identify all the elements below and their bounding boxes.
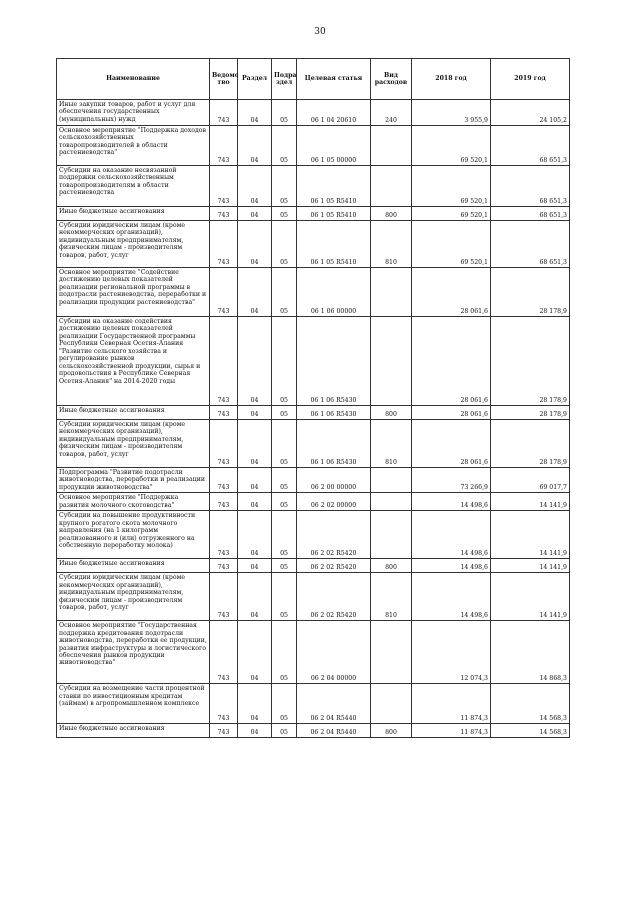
cell-target: 06 2 04 R5440	[297, 724, 371, 738]
budget-table	[56, 58, 570, 738]
cell-dept: 743	[210, 573, 238, 621]
cell-name: Субсидии на повышение продуктивности крупного рогатого скота молочного направления (на 1 килограмм реализованного и (или) отгруженного на собственную переработку молока)	[57, 511, 210, 559]
cell-value-2018: 28 061,6	[412, 406, 491, 420]
cell-value-2019: 14 141,9	[491, 559, 570, 573]
table-row	[57, 573, 570, 621]
cell-subsection: 05	[272, 493, 297, 511]
cell-expense-type: 810	[371, 221, 412, 268]
table-row	[57, 406, 570, 420]
cell-name: Основное мероприятие "Содействие достижению целевых показателей реализации региональной программы в подотрасли растениеводства, переработки и реализации продукции растениеводства"	[57, 268, 210, 317]
cell-subsection: 05	[272, 166, 297, 207]
cell-subsection: 05	[272, 221, 297, 268]
cell-subsection: 05	[272, 511, 297, 559]
table-header-row	[57, 59, 570, 100]
cell-expense-type: 240	[371, 100, 412, 126]
cell-target: 06 2 00 00000	[297, 468, 371, 493]
table-row	[57, 166, 570, 207]
cell-dept: 743	[210, 268, 238, 317]
cell-value-2019: 68 651,3	[491, 126, 570, 166]
cell-dept: 743	[210, 468, 238, 493]
cell-dept: 743	[210, 100, 238, 126]
cell-section: 04	[238, 724, 272, 738]
header-2019: 2019 год	[491, 59, 570, 100]
table-row	[57, 468, 570, 493]
cell-value-2018: 12 074,3	[412, 621, 491, 684]
cell-value-2018: 73 266,9	[412, 468, 491, 493]
cell-name: Иные бюджетные ассигнования	[57, 559, 210, 573]
table-row	[57, 511, 570, 559]
table-row	[57, 207, 570, 221]
cell-value-2018: 69 520,1	[412, 207, 491, 221]
cell-dept: 743	[210, 317, 238, 406]
cell-expense-type	[371, 684, 412, 724]
cell-value-2018: 28 061,6	[412, 420, 491, 468]
cell-subsection: 05	[272, 126, 297, 166]
cell-value-2018: 3 955,9	[412, 100, 491, 126]
cell-value-2018: 14 498,6	[412, 511, 491, 559]
table-row	[57, 724, 570, 738]
cell-subsection: 05	[272, 621, 297, 684]
table-row	[57, 559, 570, 573]
cell-value-2018: 14 498,6	[412, 573, 491, 621]
page-number: 30	[314, 27, 326, 37]
cell-dept: 743	[210, 420, 238, 468]
cell-value-2019: 28 178,9	[491, 420, 570, 468]
cell-subsection: 05	[272, 268, 297, 317]
cell-value-2019: 68 651,3	[491, 166, 570, 207]
cell-name: Иные бюджетные ассигнования	[57, 406, 210, 420]
cell-target: 06 2 02 R5420	[297, 559, 371, 573]
cell-target: 06 1 05 R5410	[297, 207, 371, 221]
cell-subsection: 05	[272, 406, 297, 420]
cell-expense-type	[371, 621, 412, 684]
cell-expense-type: 800	[371, 724, 412, 738]
cell-dept: 743	[210, 207, 238, 221]
cell-value-2018: 69 520,1	[412, 126, 491, 166]
header-dept: Ведомс тво	[210, 59, 238, 100]
table-row	[57, 684, 570, 724]
cell-expense-type	[371, 317, 412, 406]
cell-name: Основное мероприятие "Государственная поддержка кредитования подотрасли животноводства, переработки ее продукции, развития инфраструктуры и логистического обеспечения рынков продукции животноводства"	[57, 621, 210, 684]
cell-dept: 743	[210, 166, 238, 207]
cell-dept: 743	[210, 724, 238, 738]
cell-target: 06 1 06 R5430	[297, 317, 371, 406]
cell-name: Субсидии на возмещение части процентной ставки по инвестиционным кредитам (займам) в агропромышленном комплексе	[57, 684, 210, 724]
table-body	[57, 100, 570, 738]
cell-section: 04	[238, 559, 272, 573]
table-row	[57, 221, 570, 268]
cell-expense-type: 800	[371, 207, 412, 221]
cell-value-2019: 14 568,3	[491, 724, 570, 738]
cell-section: 04	[238, 420, 272, 468]
cell-subsection: 05	[272, 207, 297, 221]
cell-expense-type: 800	[371, 559, 412, 573]
cell-subsection: 05	[272, 559, 297, 573]
cell-dept: 743	[210, 126, 238, 166]
cell-name: Субсидии на оказание содействия достижению целевых показателей реализации Государственной программы Республики Северная Осетия-Алания "Развитие сельского хозяйства и регулирование рынков сельскохозяйственной продукции, сырья и продовольствия в Республике Северная Осетия-Алания" на 2014-2020 годы	[57, 317, 210, 406]
cell-expense-type	[371, 493, 412, 511]
cell-value-2018: 69 520,1	[412, 221, 491, 268]
cell-expense-type: 810	[371, 420, 412, 468]
cell-dept: 743	[210, 684, 238, 724]
cell-value-2019: 69 017,7	[491, 468, 570, 493]
header-2018: 2018 год	[412, 59, 491, 100]
cell-name: Субсидии юридическим лицам (кроме некоммерческих организаций), индивидуальным предпринимателям, физическим лицам - производителям товаров, работ, услуг	[57, 221, 210, 268]
cell-section: 04	[238, 126, 272, 166]
cell-target: 06 1 06 R5430	[297, 420, 371, 468]
cell-value-2019: 28 178,9	[491, 406, 570, 420]
cell-section: 04	[238, 268, 272, 317]
cell-name: Иные бюджетные ассигнования	[57, 724, 210, 738]
cell-dept: 743	[210, 511, 238, 559]
cell-name: Субсидии юридическим лицам (кроме некоммерческих организаций), индивидуальным предпринимателям, физическим лицам - производителям товаров, работ, услуг	[57, 573, 210, 621]
cell-name: Субсидии юридическим лицам (кроме некоммерческих организаций), индивидуальным предпринимателям, физическим лицам - производителям товаров, работ, услуг	[57, 420, 210, 468]
cell-target: 06 2 02 00000	[297, 493, 371, 511]
cell-section: 04	[238, 573, 272, 621]
cell-name: Иные бюджетные ассигнования	[57, 207, 210, 221]
cell-section: 04	[238, 511, 272, 559]
cell-expense-type	[371, 268, 412, 317]
cell-target: 06 1 06 00000	[297, 268, 371, 317]
header-target: Целевая статья	[297, 59, 371, 100]
cell-section: 04	[238, 207, 272, 221]
cell-section: 04	[238, 317, 272, 406]
cell-value-2019: 28 178,9	[491, 317, 570, 406]
cell-name: Основное мероприятие "Поддержка доходов сельскохозяйственных товаропроизводителей в области растениеводства"	[57, 126, 210, 166]
header-name: Наименование	[57, 59, 210, 100]
cell-dept: 743	[210, 559, 238, 573]
cell-value-2019: 68 651,3	[491, 221, 570, 268]
cell-expense-type	[371, 166, 412, 207]
cell-value-2019: 14 568,3	[491, 684, 570, 724]
cell-subsection: 05	[272, 684, 297, 724]
cell-expense-type	[371, 511, 412, 559]
cell-target: 06 2 02 R5420	[297, 511, 371, 559]
table-row	[57, 420, 570, 468]
cell-subsection: 05	[272, 100, 297, 126]
cell-section: 04	[238, 166, 272, 207]
cell-section: 04	[238, 221, 272, 268]
cell-section: 04	[238, 468, 272, 493]
cell-subsection: 05	[272, 317, 297, 406]
cell-expense-type: 800	[371, 406, 412, 420]
cell-target: 06 1 06 R5430	[297, 406, 371, 420]
cell-subsection: 05	[272, 573, 297, 621]
table-row	[57, 493, 570, 511]
cell-subsection: 05	[272, 420, 297, 468]
header-expense-type: Вид расходов	[371, 59, 412, 100]
cell-target: 06 2 04 R5440	[297, 684, 371, 724]
cell-section: 04	[238, 100, 272, 126]
cell-value-2019: 14 141,9	[491, 493, 570, 511]
table-row	[57, 100, 570, 126]
cell-target: 06 1 05 R5410	[297, 166, 371, 207]
cell-value-2019: 14 141,9	[491, 511, 570, 559]
cell-value-2018: 11 874,3	[412, 724, 491, 738]
cell-target: 06 1 04 20610	[297, 100, 371, 126]
cell-target: 06 1 05 00000	[297, 126, 371, 166]
cell-value-2018: 14 498,6	[412, 559, 491, 573]
cell-target: 06 2 02 R5420	[297, 573, 371, 621]
cell-value-2019: 28 178,9	[491, 268, 570, 317]
table-row	[57, 621, 570, 684]
cell-dept: 743	[210, 221, 238, 268]
table-row	[57, 268, 570, 317]
cell-dept: 743	[210, 406, 238, 420]
cell-dept: 743	[210, 621, 238, 684]
cell-target: 06 1 05 R5410	[297, 221, 371, 268]
cell-name: Основное мероприятие "Поддержка развития молочного скотоводства"	[57, 493, 210, 511]
cell-name: Субсидии на оказание несвязанной поддержки сельскохозяйственным товаропроизводителям в области растениеводства	[57, 166, 210, 207]
table-row	[57, 126, 570, 166]
cell-value-2019: 24 105,2	[491, 100, 570, 126]
cell-expense-type: 810	[371, 573, 412, 621]
cell-section: 04	[238, 684, 272, 724]
cell-value-2018: 69 520,1	[412, 166, 491, 207]
cell-subsection: 05	[272, 724, 297, 738]
cell-section: 04	[238, 406, 272, 420]
table-row	[57, 317, 570, 406]
cell-section: 04	[238, 493, 272, 511]
cell-dept: 743	[210, 493, 238, 511]
header-section: Раздел	[238, 59, 272, 100]
header-subsection: Подра здел	[272, 59, 297, 100]
cell-name: Иные закупки товаров, работ и услуг для обеспечения государственных (муниципальных) нужд	[57, 100, 210, 126]
cell-value-2018: 28 061,6	[412, 268, 491, 317]
cell-value-2018: 14 498,6	[412, 493, 491, 511]
cell-name: Подпрограмма "Развитие подотрасли животноводства, переработки и реализации продукции животноводства"	[57, 468, 210, 493]
cell-value-2019: 14 141,9	[491, 573, 570, 621]
cell-value-2019: 14 868,3	[491, 621, 570, 684]
cell-value-2018: 11 874,3	[412, 684, 491, 724]
cell-value-2019: 68 651,3	[491, 207, 570, 221]
cell-value-2018: 28 061,6	[412, 317, 491, 406]
cell-target: 06 2 04 00000	[297, 621, 371, 684]
cell-section: 04	[238, 621, 272, 684]
cell-expense-type	[371, 126, 412, 166]
cell-subsection: 05	[272, 468, 297, 493]
cell-expense-type	[371, 468, 412, 493]
